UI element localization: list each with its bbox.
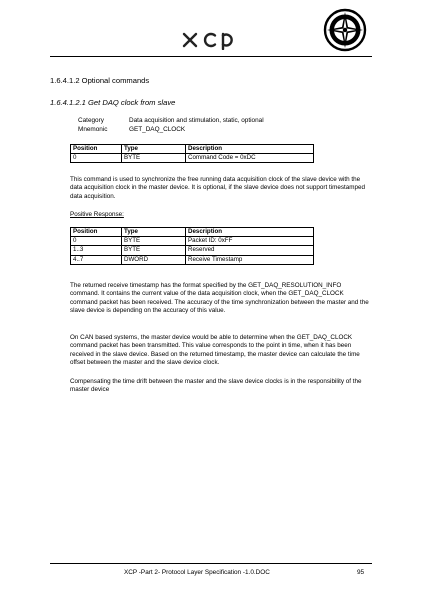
- paragraph-purpose: This command is used to synchronize the free running data acquisition clock of the slave device with the data acquisition clock in the master device. It is optional, if the slave device does not support timestamped data acquisition.: [70, 176, 366, 200]
- mnemonic-row: [78, 126, 264, 135]
- cell-type: BYTE: [122, 154, 186, 163]
- cell-position: 0: [71, 237, 122, 246]
- cell-type: BYTE: [122, 246, 186, 255]
- header-position: Position: [71, 228, 122, 237]
- category-value: Data acquisition and stimulation, static, optional: [129, 117, 264, 124]
- cell-description: Reserved: [186, 246, 314, 255]
- category-label: Category: [78, 117, 104, 124]
- positive-response-label: Positive Response:: [70, 211, 124, 218]
- header-rule: [50, 56, 372, 57]
- cell-type: DWORD: [122, 255, 186, 264]
- table-row: [71, 246, 314, 255]
- command-table: [70, 144, 314, 163]
- cell-description: Command Code = 0xDC: [186, 154, 314, 163]
- subsection-heading: 1.6.4.1.2.1 Get DAQ clock from slave: [50, 98, 176, 107]
- cell-description: Packet ID: 0xFF: [186, 237, 314, 246]
- command-meta: [78, 117, 264, 134]
- cell-position: 4..7: [71, 255, 122, 264]
- paragraph-timestamp-format: The returned receive timestamp has the format specified by the GET_DAQ_RESOLUTION_INFO command. It contains the current value of the data acquisition clock, when the GET_DAQ_CLOCK command packet has been received. The accuracy of the time synchronization between the master and the slave device is depending on the accuracy of this value.: [70, 282, 369, 314]
- cell-position: 0: [71, 154, 122, 163]
- footer-rule: [50, 563, 372, 564]
- table-row: [71, 154, 314, 163]
- footer-text: XCP -Part 2- Protocol Layer Specification -1.0.DOC: [124, 569, 270, 576]
- paragraph-can-systems: On CAN based systems, the master device would be able to determine when the GET_DAQ_CLOCK command packet has been transmitted. This value corresponds to the point in time, when it has been received in the slave device. Based on the returned timestamp, the master device can calculate the time offset between the master and the slave device clock.: [70, 334, 360, 366]
- paragraph-drift-compensation: Compensating the time drift between the master and the slave device clocks is in the responsibility of the master device: [70, 378, 362, 394]
- header-type: Type: [122, 228, 186, 237]
- section-heading: 1.6.4.1.2 Optional commands: [50, 76, 150, 85]
- mnemonic-label: Mnemonic: [78, 125, 108, 133]
- mnemonic-value: GET_DAQ_CLOCK: [129, 125, 186, 133]
- table-row: [71, 237, 314, 246]
- page-number: 95: [357, 569, 365, 576]
- cell-type: BYTE: [122, 237, 186, 246]
- xcp-logo: [182, 30, 244, 50]
- cell-description: Receive Timestamp: [186, 255, 314, 264]
- cell-position: 1..3: [71, 246, 122, 255]
- table-header-row: [71, 228, 314, 237]
- header-description: Description: [186, 228, 314, 237]
- header-position: Position: [71, 145, 122, 154]
- table-row: [71, 255, 314, 264]
- header-description: Description: [186, 145, 314, 154]
- response-table: [70, 227, 314, 265]
- compass-emblem-icon: [323, 8, 367, 52]
- table-header-row: [71, 145, 314, 154]
- header-type: Type: [122, 145, 186, 154]
- category-row: [78, 117, 264, 126]
